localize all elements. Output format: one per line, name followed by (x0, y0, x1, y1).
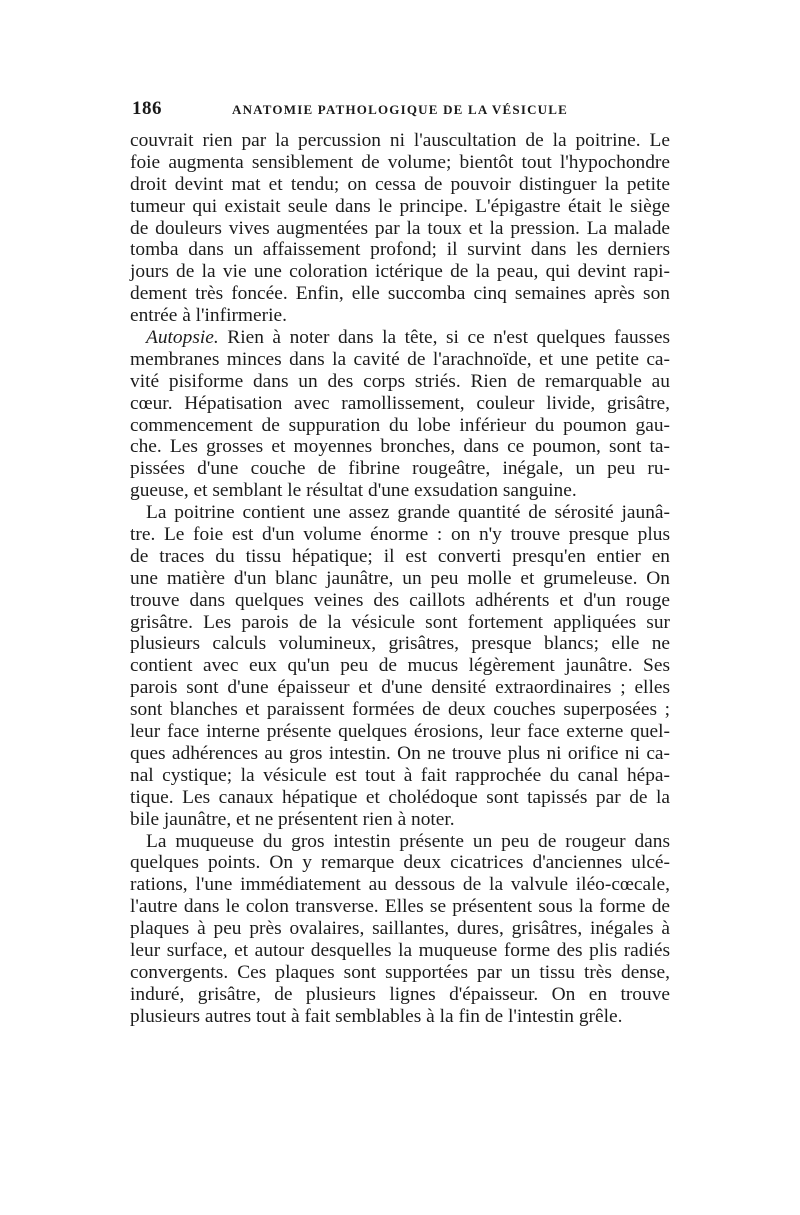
text-line-rest: Rien à noter dans la tête, si ce n'est quelques fausses (218, 327, 670, 349)
text-line: de douleurs vives augmentées par la toux et la pression. La malade (130, 217, 670, 239)
text-line: plusieurs autres tout à fait semblables à la fin de l'intestin grêle. (130, 1005, 623, 1027)
text-line: sont blanches et paraissent formées de deux couches superposées ; (130, 699, 670, 721)
text-line: La poitrine contient une assez grande quantité de sérosité jaunâ- (146, 502, 670, 524)
text-line: ques adhérences au gros intestin. On ne trouve plus ni orifice ni ca- (130, 742, 670, 764)
text-line: tumeur qui existait seule dans le principe. L'épigastre était le siège (130, 195, 670, 217)
running-head: ANATOMIE PATHOLOGIQUE DE LA VÉSICULE (232, 102, 568, 117)
text-line (130, 327, 670, 349)
text-line: induré, grisâtre, de plusieurs lignes d'épaisseur. On en trouve (130, 983, 670, 1005)
text-line: tre. Le foie est d'un volume énorme : on n'y trouve presque plus (130, 524, 670, 546)
text-line: parois sont d'une épaisseur et d'une densité extraordinaires ; elles (130, 677, 670, 699)
paragraph (130, 502, 670, 830)
text-line: entrée à l'infirmerie. (130, 305, 287, 327)
text-line: tomba dans un affaissement profond; il survint dans les derniers (130, 239, 670, 261)
text-line: convergents. Ces plaques sont supportées par un tissu très dense, (130, 961, 670, 983)
text-line: tique. Les canaux hépatique et cholédoque sont tapissés par de la (130, 786, 670, 808)
text-line: une matière d'un blanc jaunâtre, un peu molle et grumeleuse. On (130, 567, 670, 589)
paragraph (130, 130, 670, 327)
text-line: de traces du tissu hépatique; il est converti presqu'en entier en (130, 545, 670, 567)
text-line: bile jaunâtre, et ne présentent rien à noter. (130, 808, 455, 830)
text-line: trouve dans quelques veines des caillots adhérents et d'un rouge (130, 589, 670, 611)
text-line: jours de la vie une coloration ictérique de la peau, qui devint rapi- (130, 261, 670, 283)
text-line: foie augmenta sensiblement de volume; bientôt tout l'hypochondre (130, 151, 670, 173)
body-text (130, 130, 670, 1028)
text-line: grisâtre. Les parois de la vésicule sont fortement appliquées sur (130, 611, 670, 633)
text-line: dement très foncée. Enfin, elle succomba cinq semaines après son (130, 283, 670, 305)
text-line: couvrait rien par la percussion ni l'auscultation de la poitrine. Le (130, 130, 670, 151)
paragraph (130, 831, 670, 1028)
text-line: plusieurs calculs volumineux, grisâtres, presque blancs; elle ne (130, 633, 670, 655)
text-line: leur face interne présente quelques érosions, leur face externe quel- (130, 721, 670, 743)
section-lead: Autopsie. (146, 327, 219, 349)
text-line: contient avec eux qu'un peu de mucus légèrement jaunâtre. Ses (130, 655, 670, 677)
text-line: pissées d'une couche de fibrine rougeâtre, inégale, un peu ru- (130, 458, 670, 480)
text-line: che. Les grosses et moyennes bronches, dans ce poumon, sont ta- (130, 436, 670, 458)
text-line: plaques à peu près ovalaires, saillantes, dures, grisâtres, inégales à (130, 918, 670, 940)
text-line: leur surface, et autour desquelles la muqueuse forme des plis radiés (130, 939, 670, 961)
text-line: l'autre dans le colon transverse. Elles se présentent sous la forme de (130, 896, 670, 918)
page-number: 186 (132, 98, 162, 119)
text-line: nal cystique; la vésicule est tout à fait rapprochée du canal hépa- (130, 764, 670, 786)
text-line: La muqueuse du gros intestin présente un peu de rougeur dans (146, 830, 670, 852)
text-line: quelques points. On y remarque deux cicatrices d'anciennes ulcé- (130, 852, 670, 874)
text-line: rations, l'une immédiatement au dessous de la valvule iléo-cœcale, (130, 874, 670, 896)
text-line: commencement de suppuration du lobe inférieur du poumon gau- (130, 414, 670, 436)
text-line: vité pisiforme dans un des corps striés. Rien de remarquable au (130, 370, 670, 392)
paragraph (130, 327, 670, 502)
text-line: gueuse, et semblant le résultat d'une exsudation sanguine. (130, 480, 577, 502)
text-line: cœur. Hépatisation avec ramollissement, couleur livide, grisâtre, (130, 392, 670, 414)
page-header (132, 98, 668, 122)
text-line: membranes minces dans la cavité de l'arachnoïde, et une petite ca- (130, 348, 670, 370)
text-line: droit devint mat et tendu; on cessa de pouvoir distinguer la petite (130, 173, 670, 195)
